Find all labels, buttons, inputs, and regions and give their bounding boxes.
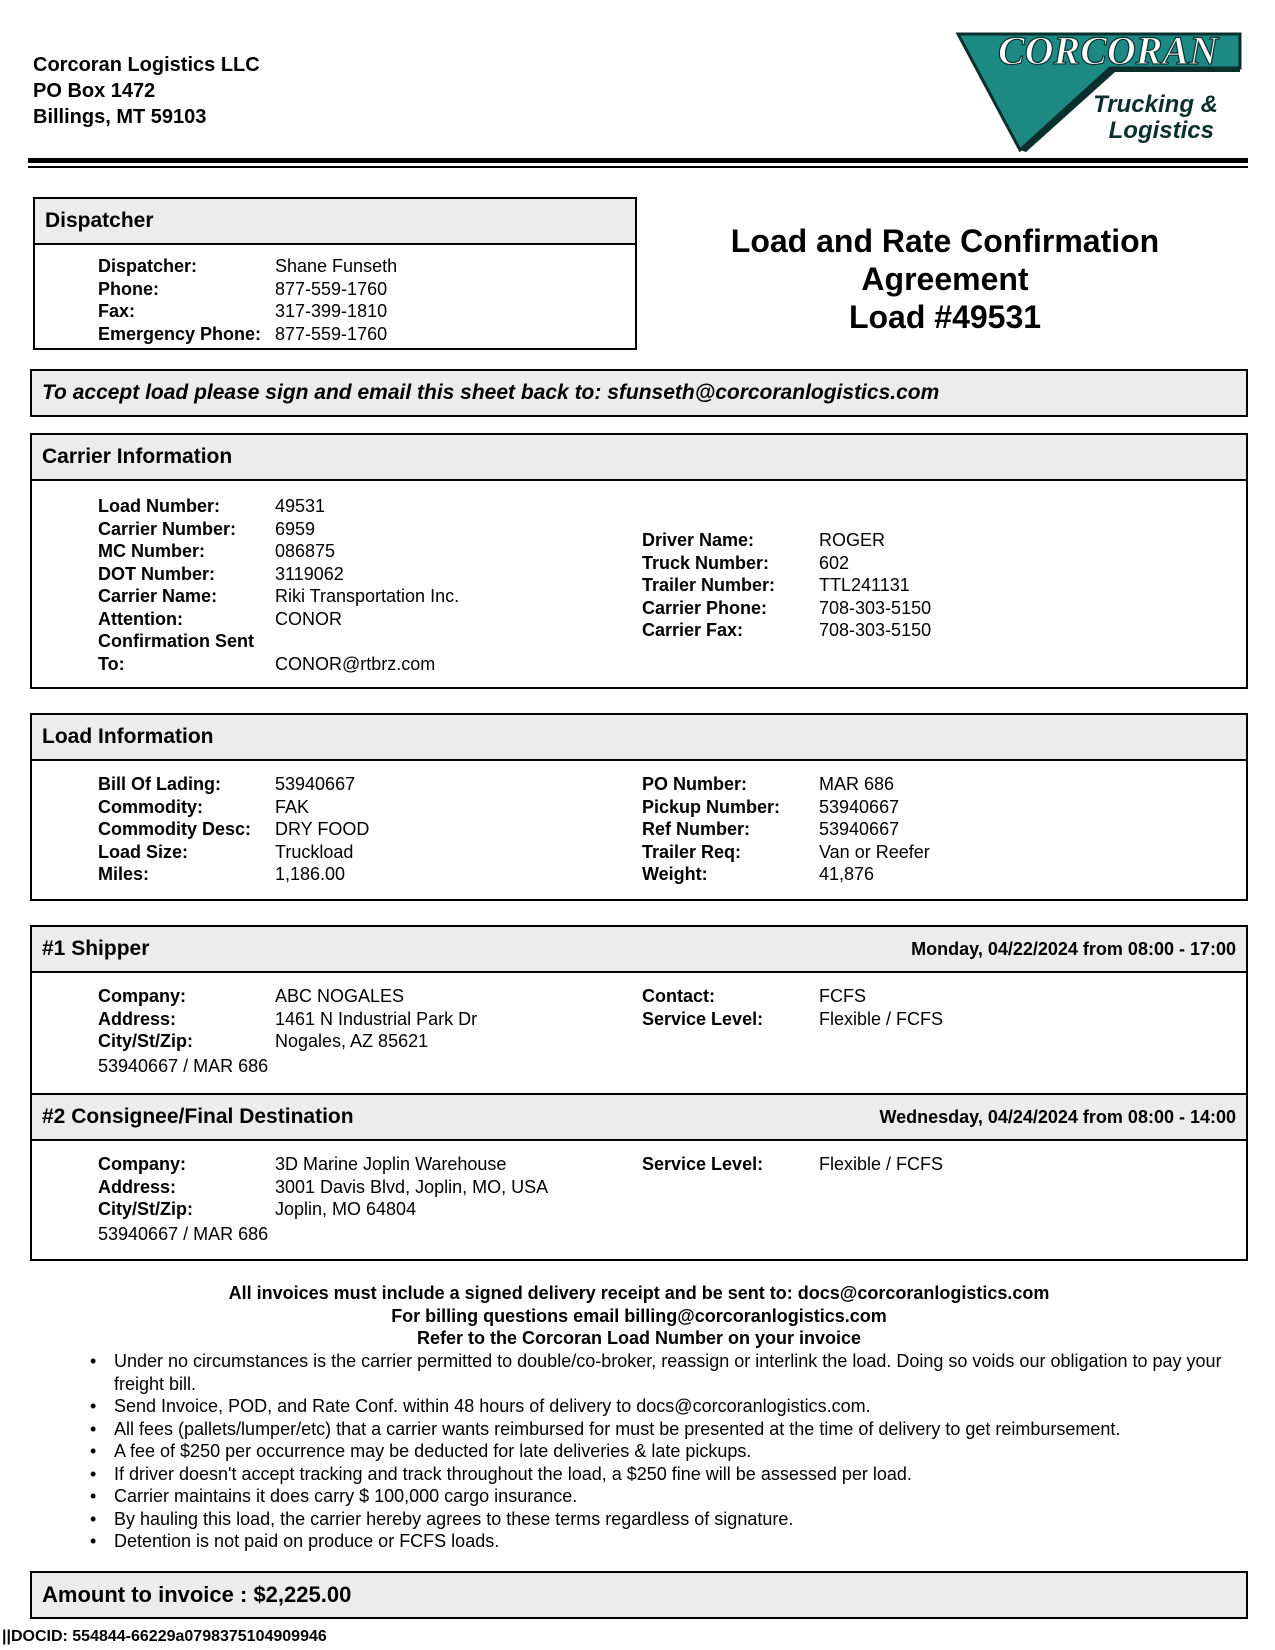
dispatcher-field-label: Emergency Phone: [98,323,262,344]
consignee-field-label: Address: [98,1176,177,1197]
load-field-label: Commodity: [98,796,203,817]
driver-field-value: TTL241131 [819,575,910,595]
dispatcher-field-value: 317-399-1810 [275,301,388,321]
carrier-left-details [98,495,459,675]
consignee-field-value: Joplin, MO 64804 [275,1199,417,1219]
header-rule-thick [28,158,1248,163]
consignee-field-value: Flexible / FCFS [819,1154,944,1174]
carrier-field-value: 6959 [275,518,316,539]
load-field-row [642,796,930,819]
consignee-field-row [98,1153,548,1176]
carrier-field-row [98,518,459,541]
document-id: ||DOCID: 554844-66229a0798375104909946 [2,1628,327,1645]
term-item: • Under no circumstances is the carrier permitted to double/co-broker, reassign or interlink the load. Doing so voids our obligation to pay your freight bill. [88,1350,1248,1395]
term-item: • Carrier maintains it does carry $ 100,000 cargo insurance. [88,1485,1248,1508]
carrier-right-details [642,529,931,642]
consignee-heading [32,1093,1246,1141]
shipper-field-value: FCFS [819,986,866,1006]
invoice-note-2: For billing questions email billing@corcoranlogistics.com [391,1305,887,1326]
company-name: Corcoran Logistics LLC [33,54,260,76]
load-field-row [642,818,930,841]
consignee-field-label: City/St/Zip: [98,1199,193,1219]
invoice-note-3: Refer to the Corcoran Load Number on your invoice [416,1328,862,1348]
load-field-row [642,773,930,796]
shipper-field-row [642,1008,943,1031]
term-item: • If driver doesn't accept tracking and track throughout the load, a $250 fine will be assessed per load. [88,1463,1248,1486]
shipper-field-label: Address: [98,1008,177,1029]
dispatcher-field-value: 877-559-1760 [275,278,388,299]
dispatcher-field-row [98,255,397,278]
company-address-line-1: PO Box 1472 [33,80,156,102]
carrier-field-row [98,608,459,631]
shipper-field-label: City/St/Zip: [98,1031,193,1051]
load-field-value: 1,186.00 [275,864,346,884]
load-field-label: Commodity Desc: [98,819,252,839]
load-field-value: Truckload [275,841,354,862]
driver-field-row [642,597,931,620]
shipper-heading [32,927,1246,973]
terms-list [88,1350,1248,1553]
carrier-field-row [98,540,459,563]
shipper-date-window: Monday, 04/22/2024 from 08:00 - 17:00 [911,939,1236,959]
load-field-value: Van or Reefer [819,841,930,862]
carrier-field-row [98,630,459,653]
load-field-label: Bill Of Lading: [98,774,221,794]
shipper-field-row [642,985,943,1008]
company-address-line-2: Billings, MT 59103 [33,106,207,128]
dispatcher-field-value: 877-559-1760 [275,323,388,344]
consignee-field-label: Company: [98,1154,187,1174]
load-field-row [98,773,369,796]
dispatcher-field-row [98,278,397,301]
corcoran-logo [950,30,1250,155]
consignee-field-label: Service Level: [642,1154,764,1174]
consignee-field-row [98,1176,548,1199]
load-field-value: DRY FOOD [275,819,370,839]
dispatcher-field-label: Fax: [98,301,136,321]
shipper-field-row [98,1008,477,1031]
driver-field-label: Truck Number: [642,552,770,573]
dispatcher-field-row [98,323,397,346]
shipper-reference: 53940667 / MAR 686 [98,1056,269,1076]
shipper-field-label: Service Level: [642,1008,764,1029]
driver-field-row [642,529,931,552]
amount-to-invoice: Amount to invoice : $2,225.00 [30,1571,1248,1619]
load-left-details [98,773,369,886]
load-field-row [98,841,369,864]
term-item: • Detention is not paid on produce or FCFS loads. [88,1530,1248,1553]
shipper-field-value: ABC NOGALES [275,986,405,1006]
shipper-field-value: Flexible / FCFS [819,1008,944,1029]
shipper-title: #1 Shipper [42,937,150,960]
carrier-field-value: 49531 [275,496,326,516]
invoice-note-1: All invoices must include a signed delivery receipt and be sent to: docs@corcoranlogistics.com [228,1283,1050,1303]
carrier-field-label: Carrier Number: [98,518,237,539]
shipper-right-details [642,985,943,1030]
driver-field-value: 708-303-5150 [819,597,932,618]
carrier-field-row [98,495,459,518]
consignee-date-window: Wednesday, 04/24/2024 from 08:00 - 14:00 [879,1107,1236,1127]
load-field-label: Ref Number: [642,819,751,839]
shipper-field-row [98,1030,477,1053]
carrier-field-value: CONOR@rtbrz.com [275,653,436,674]
header-rule-thin [28,166,1248,168]
carrier-field-row [98,653,459,676]
dispatcher-field-row [98,300,397,323]
carrier-field-value: Riki Transportation Inc. [275,586,460,606]
load-field-label: Load Size: [98,841,189,862]
consignee-title: #2 Consignee/Final Destination [42,1105,354,1128]
carrier-field-row [98,585,459,608]
carrier-field-label: Attention: [98,608,183,629]
company-address-block [33,52,260,130]
shipper-left-details [98,985,477,1053]
driver-field-row [642,574,931,597]
dispatcher-heading: Dispatcher [35,199,635,245]
driver-field-value: 708-303-5150 [819,620,932,640]
carrier-field-row [98,563,459,586]
carrier-field-value: 3119062 [275,563,344,584]
dispatcher-box [33,197,637,350]
load-information-box [30,713,1248,901]
load-information-heading: Load Information [32,715,1246,761]
load-field-label: Trailer Req: [642,841,742,862]
invoice-notes [30,1282,1248,1350]
load-field-label: Miles: [98,864,150,884]
shipper-field-label: Company: [98,986,187,1006]
logo-line-1: Trucking & [1093,91,1218,118]
term-item: • Send Invoice, POD, and Rate Conf. within 48 hours of delivery to docs@corcoranlogistics.com. [88,1395,1248,1418]
dispatcher-field-label: Phone: [98,278,159,299]
load-field-value: 41,876 [819,864,875,884]
load-right-details [642,773,930,886]
carrier-field-value: CONOR [275,608,342,629]
term-item: • By hauling this load, the carrier hereby agrees to these terms regardless of signature. [88,1508,1248,1531]
load-field-row [642,863,930,886]
load-field-row [98,863,369,886]
driver-field-label: Carrier Fax: [642,620,744,640]
load-field-value: 53940667 [275,774,356,794]
dispatcher-field-value: Shane Funseth [275,256,398,276]
logo-line-2: Logistics [1108,117,1214,144]
carrier-information-heading: Carrier Information [32,435,1246,481]
load-field-label: Weight: [642,864,708,884]
carrier-field-label: DOT Number: [98,563,215,584]
carrier-field-label: To: [98,653,125,674]
driver-field-label: Trailer Number: [642,575,776,595]
dispatcher-field-label: Dispatcher: [98,256,198,276]
shipper-field-value: 1461 N Industrial Park Dr [275,1008,478,1029]
title-line-1: Load and Rate Confirmation Agreement [730,223,1160,297]
consignee-field-value: 3D Marine Joplin Warehouse [275,1154,507,1174]
term-item: • All fees (pallets/lumper/etc) that a carrier wants reimbursed for must be presented at the time of delivery to get reimbursement. [88,1418,1248,1441]
load-field-row [98,796,369,819]
stops-box [30,925,1248,1261]
consignee-field-value: 3001 Davis Blvd, Joplin, MO, USA [275,1176,549,1197]
load-field-row [98,818,369,841]
title-load-number: Load #49531 [848,299,1042,335]
logo-graphic [950,30,1250,155]
driver-field-value: 602 [819,552,850,573]
load-field-row [642,841,930,864]
consignee-reference: 53940667 / MAR 686 [98,1224,269,1244]
shipper-field-value: Nogales, AZ 85621 [275,1031,429,1051]
carrier-field-label: MC Number: [98,541,205,561]
consignee-field-row [642,1153,943,1176]
load-field-value: MAR 686 [819,774,895,794]
load-field-label: Pickup Number: [642,796,781,817]
consignee-right-details [642,1153,943,1176]
dispatcher-details [98,255,397,345]
consignee-left-details [98,1153,548,1221]
driver-field-row [642,619,931,642]
driver-field-label: Carrier Phone: [642,597,768,618]
load-field-value: FAK [275,796,310,817]
shipper-field-row [98,985,477,1008]
document-title [645,222,1245,336]
load-field-label: PO Number: [642,774,748,794]
load-field-value: 53940667 [819,796,900,817]
term-item: • A fee of $250 per occurrence may be deducted for late deliveries & late pickups. [88,1440,1248,1463]
driver-field-value: ROGER [819,530,886,550]
shipper-field-label: Contact: [642,986,715,1006]
consignee-field-row [98,1198,548,1221]
accept-instructions: To accept load please sign and email this sheet back to: sfunseth@corcoranlogistics.com [30,369,1248,417]
carrier-field-label: Confirmation Sent [98,631,254,651]
driver-field-row [642,552,931,575]
carrier-field-label: Load Number: [98,496,221,516]
carrier-field-value: 086875 [275,541,336,561]
carrier-information-box [30,433,1248,689]
driver-field-label: Driver Name: [642,530,755,550]
carrier-field-label: Carrier Name: [98,586,218,606]
logo-brand-text: CORCORAN [997,30,1219,73]
load-field-value: 53940667 [819,819,900,839]
